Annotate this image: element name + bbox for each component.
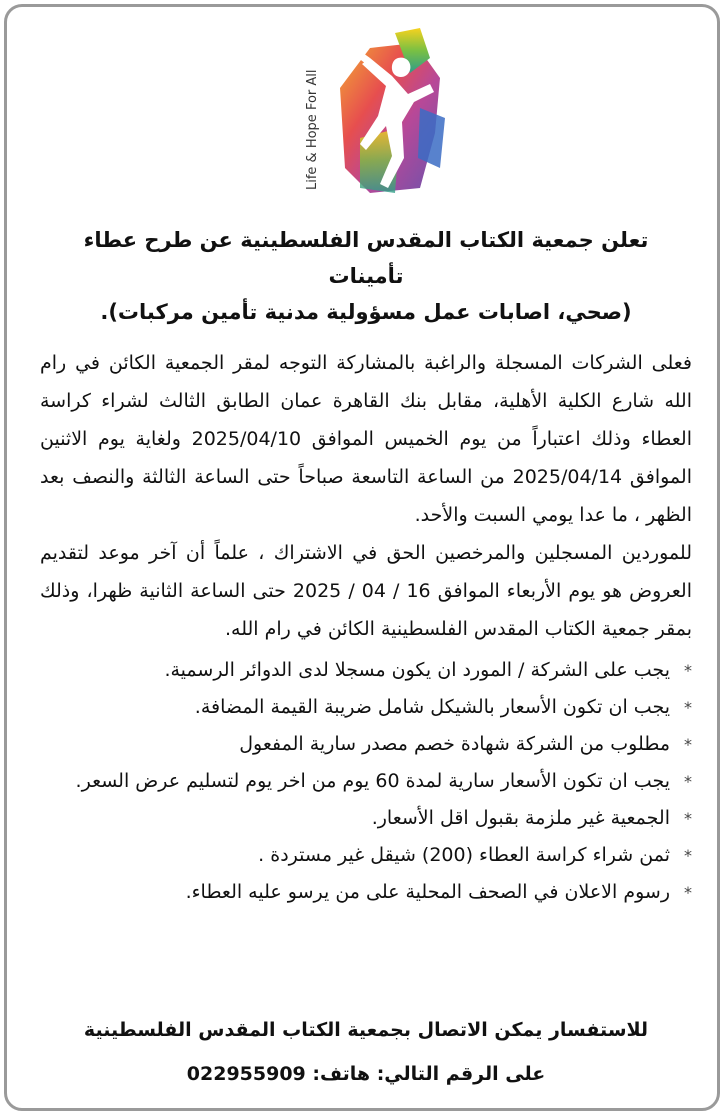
title-line-2: (صحي، اصابات عمل مسؤولية مدنية تأمين مركبات). (100, 300, 632, 324)
bullet-star-icon: * (684, 735, 692, 754)
bullet-star-icon: * (684, 698, 692, 717)
paragraph-purchase-details: فعلى الشركات المسجلة والراغبة بالمشاركة التوجه لمقر الجمعية الكائن في رام الله شارع الكلية الأهلية، مقابل بنك القاهرة عمان الطابق الثالث لشراء كراسة العطاء وذلك اعتباراً من يوم الخميس الموافق 2025/04/10 ولغاية يوم الاثنين الموافق 2025/04/14 من الساعة التاسعة صباحاً حتى الساعة الثالثة والنصف بعد الظهر ، ما عدا يومي السبت والأحد. (40, 352, 692, 526)
contact-line-2 (40, 1052, 692, 1096)
contact-footer (40, 1008, 692, 1096)
phone-label: على الرقم التالي: هاتف: (312, 1063, 546, 1085)
list-item: * الجمعية غير ملزمة بقبول اقل الأسعار. (40, 800, 692, 837)
bullet-star-icon: * (684, 883, 692, 902)
logo-tagline (298, 30, 322, 195)
list-item: * رسوم الاعلان في الصحف المحلية على من يرسو عليه العطاء. (40, 874, 692, 911)
phone-number: 022955909 (186, 1063, 306, 1085)
announcement-title (40, 222, 692, 330)
title-line-1: تعلن جمعية الكتاب المقدس الفلسطينية عن طرح عطاء تأمينات (83, 228, 649, 288)
list-item: * يجب على الشركة / المورد ان يكون مسجلا لدى الدوائر الرسمية. (40, 652, 692, 689)
announcement-body (40, 222, 692, 911)
dancing-figure-logo (300, 18, 450, 200)
conditions-list (40, 652, 692, 911)
logo-tagline-text: Life & Hope For All (305, 69, 320, 190)
bullet-star-icon: * (684, 809, 692, 828)
list-item: * ثمن شراء كراسة العطاء (200) شيقل غير مستردة . (40, 837, 692, 874)
bullet-star-icon: * (684, 661, 692, 680)
bullet-star-icon: * (684, 772, 692, 791)
bullet-star-icon: * (684, 846, 692, 865)
paragraph-submission-deadline: للموردين المسجلين والمرخصين الحق في الاشتراك ، علماً أن آخر موعد لتقديم العروض هو يوم الأربعاء الموافق 16 / 04 / 2025 حتى الساعة الثانية ظهرا، وذلك بمقر جمعية الكتاب المقدس الفلسطينية الكائن في رام الله. (40, 542, 692, 640)
list-item: * يجب ان تكون الأسعار سارية لمدة 60 يوم من اخر يوم لتسليم عرض السعر. (40, 763, 692, 800)
list-item: * مطلوب من الشركة شهادة خصم مصدر سارية المفعول (40, 726, 692, 763)
contact-line-1: للاستفسار يمكن الاتصال بجمعية الكتاب المقدس الفلسطينية (83, 1019, 649, 1041)
list-item: * يجب ان تكون الأسعار بالشيكل شامل ضريبة القيمة المضافة. (40, 689, 692, 726)
